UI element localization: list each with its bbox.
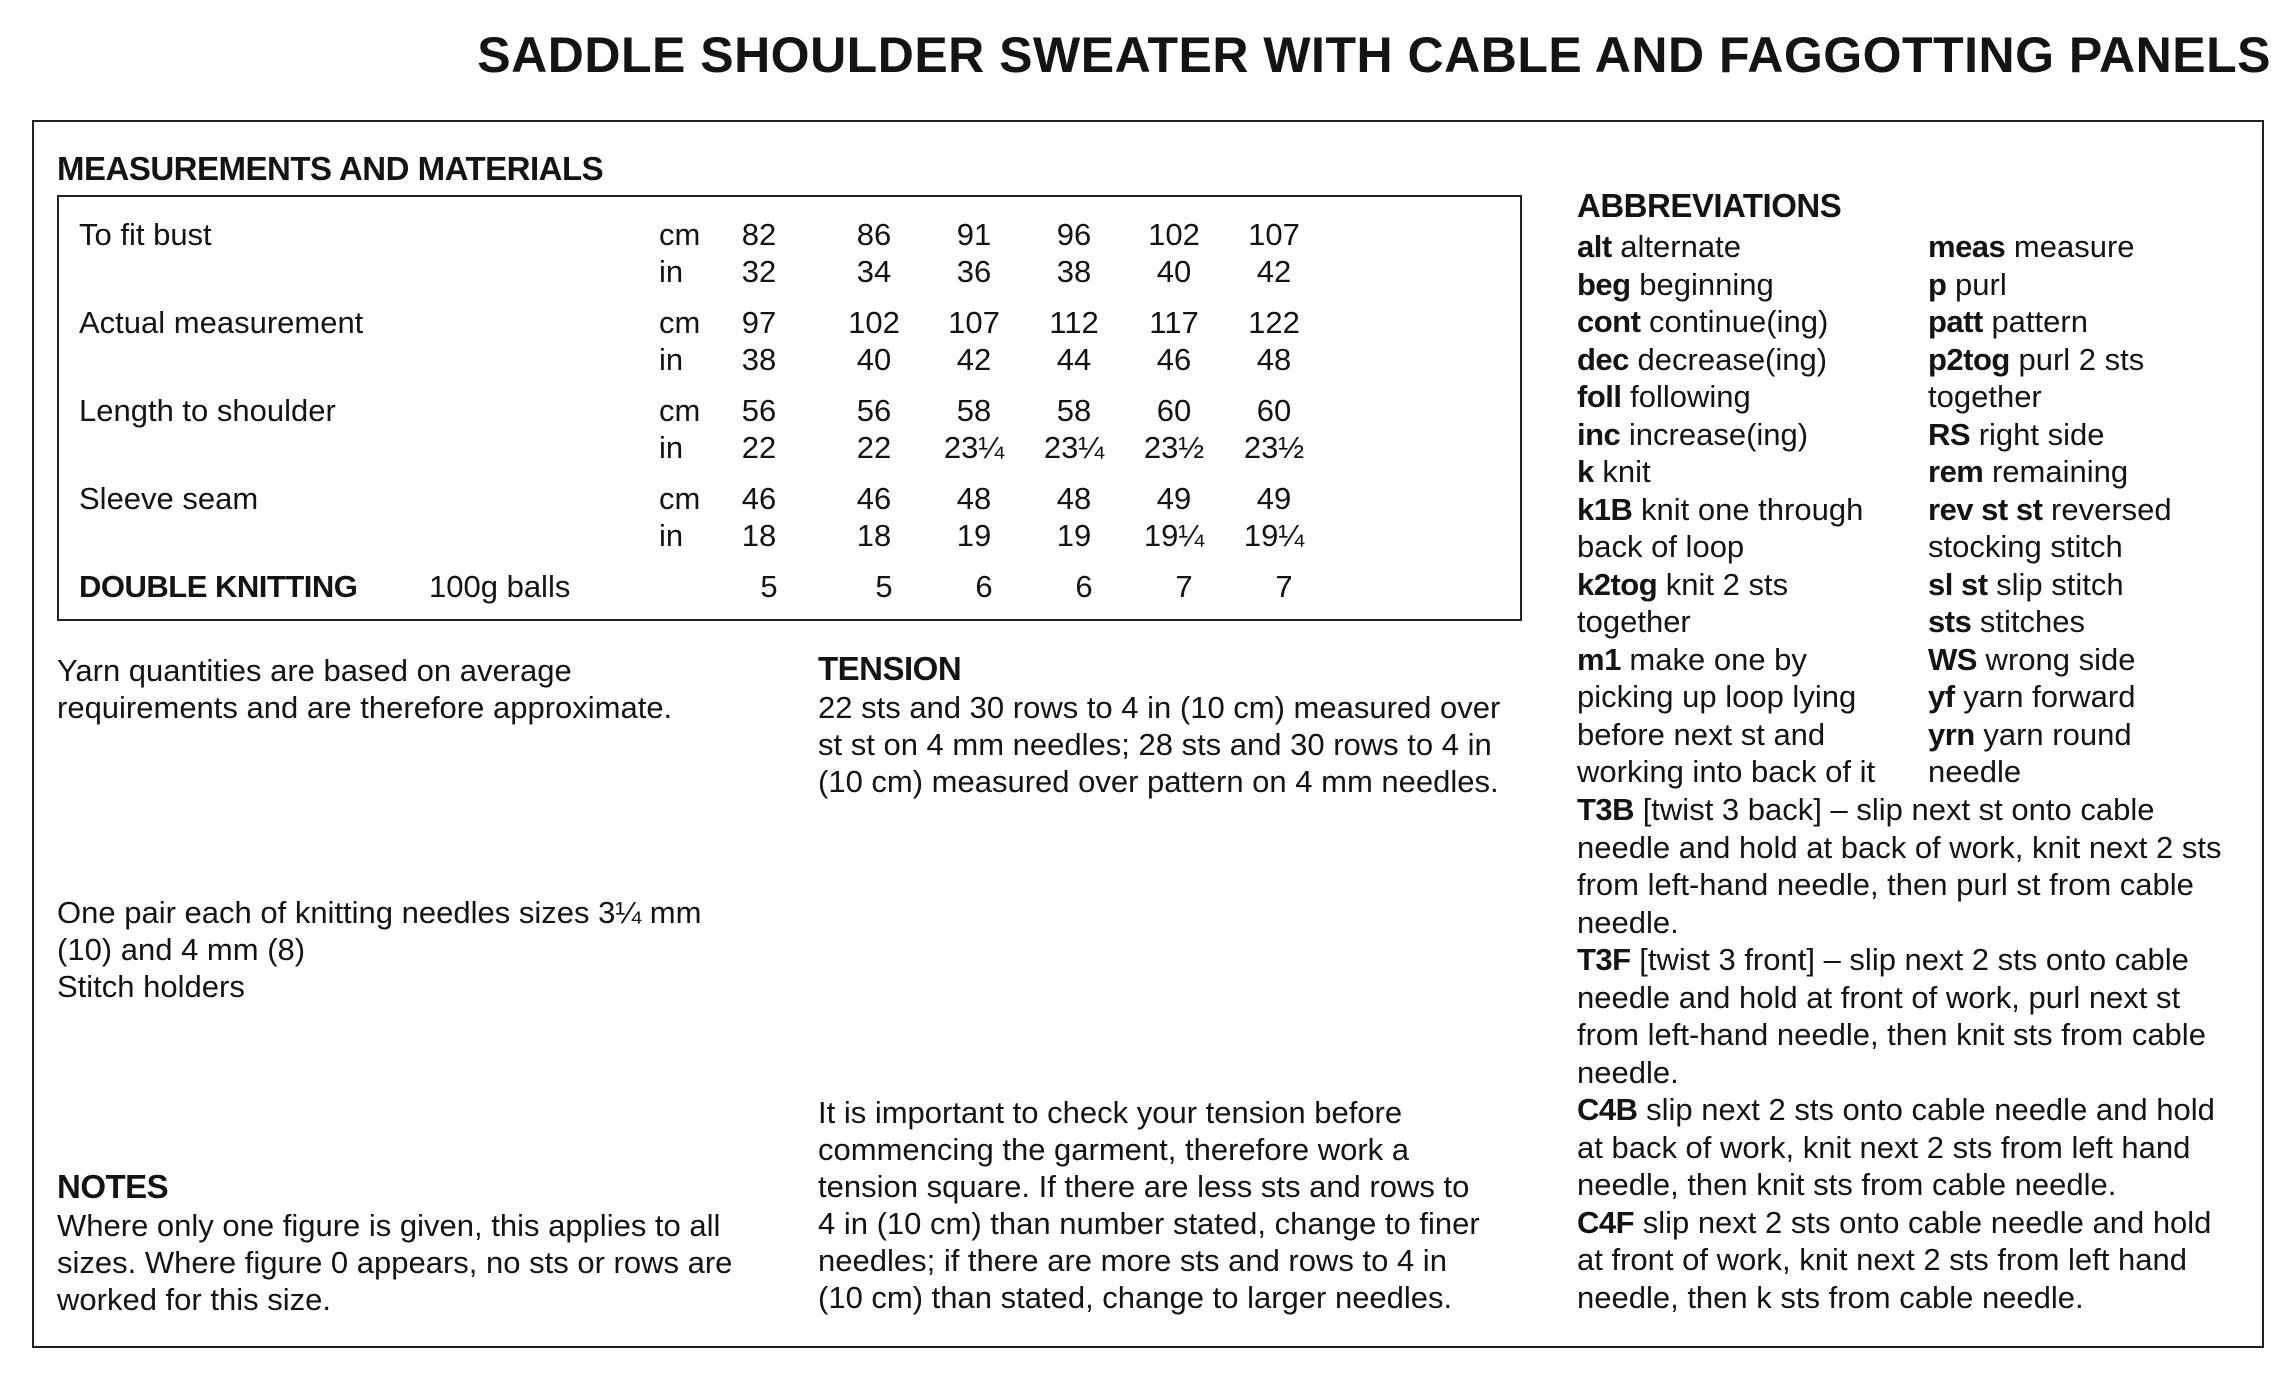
abbreviation-definition-line [1577, 1054, 2222, 1092]
size-value: 18 [741, 518, 777, 553]
size-value: 107 [948, 305, 1000, 340]
text-line: requirements and are therefore approximate. [57, 690, 673, 725]
abbreviation-meaning: pattern [1982, 304, 2088, 339]
abbreviation-term: meas [1928, 229, 2006, 264]
abbreviation-meaning: knit 2 sts [1657, 566, 1789, 602]
abbreviation-definition-line [1577, 904, 2222, 942]
size-value: 60 [1156, 393, 1192, 428]
size-value: 23¼ [1043, 430, 1105, 465]
unit-label: cm [659, 305, 701, 340]
abbreviation-meaning: remaining [1983, 454, 2129, 489]
text-line: One pair each of knitting needles sizes 3¼ mm [57, 895, 702, 930]
abbreviation-meaning: purl 2 sts [2009, 341, 2145, 377]
abbreviation-meaning: beginning [1630, 266, 1774, 302]
abbreviation-meaning: continue(ing) [1640, 304, 1829, 339]
abbreviation-definition-line [1577, 1279, 2222, 1317]
size-value: 23¼ [943, 430, 1005, 465]
abbreviation-meaning: knit one through [1632, 491, 1864, 527]
size-value: 42 [956, 342, 992, 377]
abbreviation-definition-line [1577, 1091, 2222, 1129]
size-value: 58 [1056, 393, 1092, 428]
size-value: 18 [856, 518, 892, 553]
text-line: 22 sts and 30 rows to 4 in (10 cm) measured over [818, 690, 1501, 725]
abbreviation-definition-line [1577, 979, 2222, 1017]
yarn-unit-label: 100g balls [429, 569, 571, 604]
text-line: Where only one figure is given, this applies to all [57, 1208, 721, 1243]
tension-check-text [818, 1094, 1480, 1316]
abbreviation-entry [1577, 341, 1875, 379]
unit-label: in [659, 254, 684, 289]
text-line: tension square. If there are less sts and rows to [818, 1169, 1470, 1204]
abbreviation-meaning: stitches [1971, 604, 2086, 639]
abbreviation-meaning: purl [1946, 266, 2007, 302]
size-value: 19¼ [1243, 518, 1305, 553]
text-line: sizes. Where figure 0 appears, no sts or rows are [57, 1245, 733, 1280]
abbreviation-meaning: knit [1593, 454, 1651, 489]
yarn-ball-count: 5 [875, 569, 893, 604]
abbreviation-meaning: following [1621, 379, 1751, 414]
abbreviation-text: slip next 2 sts onto cable needle and hold [1634, 1204, 2212, 1240]
abbreviation-term: sl st [1928, 566, 1988, 602]
text-line: worked for this size. [57, 1282, 331, 1317]
abbreviation-definition-line [1577, 791, 2222, 829]
abbreviation-term: inc [1577, 416, 1621, 452]
abbreviation-term: yrn [1928, 716, 1975, 752]
size-value: 48 [1256, 342, 1292, 377]
measurement-label: Length to shoulder [79, 393, 336, 428]
abbreviation-entry [1577, 566, 1875, 604]
size-value: 49 [1256, 481, 1292, 516]
text-line: Yarn quantities are based on average [57, 653, 572, 688]
abbreviation-term: yf [1928, 679, 1955, 714]
yarn-ball-count: 7 [1175, 569, 1193, 604]
tension-text [818, 689, 1500, 800]
tension-heading: TENSION [818, 650, 962, 687]
size-value: 44 [1056, 342, 1092, 377]
size-value: 42 [1256, 254, 1292, 289]
size-value: 91 [956, 217, 992, 252]
abbreviation-meaning: increase(ing) [1620, 416, 1809, 452]
abbreviation-meaning: picking up loop lying [1577, 679, 1857, 714]
abbreviation-definition-line [1577, 1166, 2222, 1204]
size-value: 56 [741, 393, 777, 428]
abbreviation-term: k1B [1577, 491, 1633, 527]
size-value: 32 [741, 254, 777, 289]
abbreviation-meaning: make one by [1620, 641, 1807, 677]
text-line: commencing the garment, therefore work a [818, 1132, 1409, 1167]
abbreviation-entry [1577, 378, 1875, 416]
size-value: 112 [1049, 305, 1099, 340]
abbreviation-entry [1577, 753, 1875, 791]
abbreviation-term: T3F [1577, 942, 1631, 977]
abbreviation-term: foll [1577, 379, 1622, 414]
measurement-label: To fit bust [79, 217, 212, 252]
size-value: 19 [1056, 518, 1092, 553]
abbreviation-term: cont [1577, 304, 1641, 339]
abbreviation-definition-line [1577, 866, 2222, 904]
abbreviation-entry [1577, 303, 1875, 341]
abbreviation-entry [1928, 303, 2172, 341]
yarn-type-label: DOUBLE KNITTING [79, 569, 358, 604]
size-value: 82 [741, 217, 777, 252]
abbreviation-meaning: stocking stitch [1928, 529, 2123, 564]
abbreviation-term: C4B [1577, 1092, 1638, 1127]
abbreviation-meaning: working into back of it [1577, 754, 1876, 789]
abbreviation-entry [1928, 753, 2172, 791]
measurements-heading: MEASUREMENTS AND MATERIALS [57, 150, 604, 187]
size-value: 56 [856, 393, 892, 428]
size-value: 46 [741, 481, 777, 516]
abbreviation-term: k2tog [1577, 566, 1658, 602]
size-value: 117 [1149, 305, 1199, 340]
abbreviation-term: rem [1928, 454, 1984, 489]
yarn-ball-count: 6 [975, 569, 993, 604]
text-line: 4 in (10 cm) than number stated, change to finer [818, 1206, 1480, 1241]
size-value: 102 [1148, 217, 1200, 252]
size-value: 86 [856, 217, 892, 252]
abbreviation-definition-line [1577, 1016, 2222, 1054]
unit-label: in [659, 518, 684, 553]
unit-label: cm [659, 217, 701, 252]
abbreviation-term: p2tog [1928, 341, 2010, 377]
abbreviation-meaning: together [1577, 604, 1691, 639]
abbreviation-meaning: decrease(ing) [1628, 341, 1828, 377]
abbreviation-text: needle and hold at back of work, knit next 2 sts [1577, 829, 2222, 865]
abbreviation-text: at front of work, knit next 2 sts from left hand [1577, 1242, 2187, 1277]
yarn-quantity-note [57, 652, 672, 726]
abbreviation-meaning: yarn round [1974, 716, 2132, 752]
abbreviation-entry [1928, 641, 2172, 679]
abbreviation-meaning: right side [1970, 416, 2105, 452]
abbreviation-entry [1928, 603, 2172, 641]
abbreviation-term: rev st st [1928, 491, 2043, 527]
abbreviation-entry [1577, 491, 1875, 529]
size-value: 49 [1156, 481, 1192, 516]
size-value: 97 [741, 305, 777, 340]
size-value: 46 [1156, 342, 1192, 377]
text-line: needles; if there are more sts and rows to 4 in [818, 1243, 1447, 1278]
abbreviation-entry [1577, 716, 1875, 754]
abbreviation-entry [1928, 491, 2172, 529]
size-value: 19 [956, 518, 992, 553]
abbreviation-text: from left-hand needle, then purl st from cable [1577, 867, 2194, 902]
abbreviation-text: at back of work, knit next 2 sts from left hand [1577, 1129, 2191, 1165]
measurements-table [57, 195, 1522, 621]
abbreviation-entry [1928, 266, 2172, 304]
size-value: 34 [856, 254, 892, 289]
abbreviation-text: [twist 3 back] – slip next st onto cable [1634, 792, 2155, 827]
abbreviations-heading: ABBREVIATIONS [1577, 187, 1842, 224]
abbreviation-definition-line [1577, 941, 2222, 979]
abbreviation-term: dec [1577, 341, 1629, 377]
abbreviation-entry [1928, 228, 2172, 266]
size-value: 58 [956, 393, 992, 428]
size-value: 48 [956, 481, 992, 516]
abbreviation-entry [1928, 678, 2172, 716]
size-value: 23½ [1143, 430, 1205, 465]
unit-label: cm [659, 481, 701, 516]
text-line: (10 cm) measured over pattern on 4 mm needles. [818, 764, 1499, 799]
abbreviation-entry [1928, 378, 2172, 416]
page-title: SADDLE SHOULDER SWEATER WITH CABLE AND FAGGOTTING PANELS [477, 27, 2271, 83]
size-value: 22 [856, 430, 892, 465]
abbreviation-entry [1928, 341, 2172, 379]
abbreviation-entry [1577, 641, 1875, 679]
needles-note [57, 894, 701, 1005]
abbreviation-text: needle, then k sts from cable needle. [1577, 1279, 2084, 1315]
yarn-ball-count: 7 [1275, 569, 1293, 604]
size-value: 107 [1248, 217, 1300, 252]
abbreviation-definition-line [1577, 829, 2222, 867]
abbreviations-column-2 [1928, 228, 2172, 791]
abbreviation-text: slip next 2 sts onto cable needle and hold [1637, 1092, 2215, 1127]
abbreviation-meaning: reversed [2042, 491, 2172, 527]
unit-label: in [659, 342, 684, 377]
abbreviation-entry [1928, 453, 2172, 491]
abbreviation-term: alt [1577, 229, 1612, 264]
text-line: (10) and 4 mm (8) [57, 932, 306, 967]
abbreviation-term: WS [1928, 641, 1977, 677]
abbreviation-entry [1577, 453, 1875, 491]
abbreviation-definition-line [1577, 1204, 2222, 1242]
abbreviation-meaning: slip stitch [1987, 566, 2124, 602]
unit-label: in [659, 430, 684, 465]
abbreviation-entry [1577, 603, 1875, 641]
measurement-label: Actual measurement [79, 305, 364, 340]
text-line: It is important to check your tension before [818, 1095, 1403, 1130]
abbreviation-entry [1928, 716, 2172, 754]
abbreviation-meaning: measure [2005, 229, 2135, 264]
size-value: 46 [856, 481, 892, 516]
size-value: 48 [1056, 481, 1092, 516]
size-value: 122 [1248, 305, 1300, 340]
size-value: 23½ [1243, 430, 1305, 465]
abbreviation-text: from left-hand needle, then knit sts from cable [1577, 1017, 2206, 1052]
size-value: 96 [1056, 217, 1092, 252]
abbreviation-term: m1 [1577, 641, 1621, 677]
text-line: st st on 4 mm needles; 28 sts and 30 rows to 4 in [818, 727, 1492, 762]
abbreviation-meaning: back of loop [1577, 529, 1745, 564]
abbreviation-text: needle. [1577, 904, 1679, 940]
abbreviation-text: needle and hold at front of work, purl next st [1577, 979, 2181, 1015]
abbreviation-entry [1928, 416, 2172, 454]
text-line: (10 cm) than stated, change to larger needles. [818, 1280, 1453, 1315]
abbreviation-entry [1928, 566, 2172, 604]
abbreviation-entry [1577, 528, 1875, 566]
yarn-ball-count: 6 [1075, 569, 1093, 604]
abbreviation-meaning: together [1928, 379, 2042, 414]
size-value: 102 [848, 305, 900, 340]
abbreviation-term: p [1928, 266, 1947, 302]
abbreviation-term: patt [1928, 304, 1983, 339]
abbreviation-entry [1928, 528, 2172, 566]
size-value: 40 [856, 342, 892, 377]
abbreviation-term: C4F [1577, 1204, 1635, 1240]
abbreviation-definition-line [1577, 1241, 2222, 1279]
abbreviation-term: k [1577, 454, 1594, 489]
abbreviation-text: [twist 3 front] – slip next 2 sts onto cable [1630, 942, 2189, 977]
abbreviation-term: T3B [1577, 792, 1635, 827]
abbreviation-entry [1577, 228, 1875, 266]
abbreviation-definition-line [1577, 1129, 2222, 1167]
abbreviation-entry [1577, 266, 1875, 304]
abbreviation-term: beg [1577, 266, 1631, 302]
abbreviation-text: needle, then knit sts from cable needle. [1577, 1167, 2117, 1202]
abbreviation-meaning: yarn forward [1954, 679, 2136, 714]
abbreviations-column-1 [1577, 228, 1875, 791]
abbreviation-meaning: needle [1928, 754, 2022, 789]
text-line: Stitch holders [57, 969, 245, 1004]
size-value: 36 [956, 254, 992, 289]
abbreviation-entry [1577, 416, 1875, 454]
abbreviation-term: sts [1928, 604, 1972, 639]
size-value: 38 [1056, 254, 1092, 289]
abbreviation-term: RS [1928, 416, 1971, 452]
size-value: 22 [741, 430, 777, 465]
notes-heading: NOTES [57, 1168, 169, 1205]
abbreviations-cable-definitions [1577, 791, 2222, 1316]
abbreviation-meaning: alternate [1611, 229, 1741, 264]
abbreviation-entry [1577, 678, 1875, 716]
abbreviation-meaning: before next st and [1577, 716, 1826, 752]
abbreviation-meaning: wrong side [1976, 641, 2136, 677]
unit-label: cm [659, 393, 701, 428]
yarn-ball-count: 5 [760, 569, 778, 604]
notes-text [57, 1207, 732, 1318]
measurement-label: Sleeve seam [79, 481, 259, 516]
size-value: 60 [1256, 393, 1292, 428]
size-value: 40 [1156, 254, 1192, 289]
size-value: 38 [741, 342, 777, 377]
abbreviation-text: needle. [1577, 1054, 1679, 1090]
size-value: 19¼ [1143, 518, 1205, 553]
